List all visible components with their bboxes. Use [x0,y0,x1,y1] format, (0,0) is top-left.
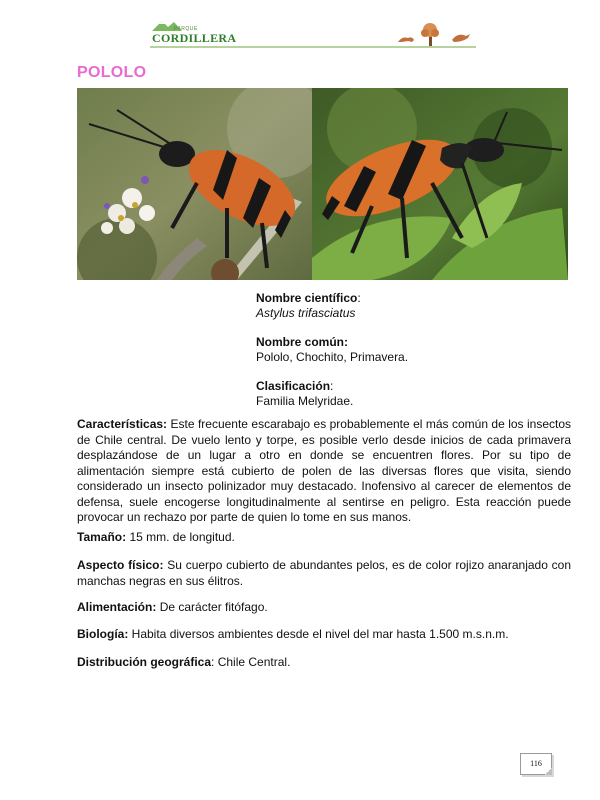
distribution-paragraph: Distribución geográfica: Chile Central. [77,655,291,669]
characteristics-label: Características: [77,417,168,431]
page-title: POLOLO [77,64,147,81]
appearance-paragraph [77,558,571,589]
feeding-text: De carácter fitófago. [159,600,268,614]
feeding-paragraph [77,600,571,616]
fauna-flora-icon [396,22,476,48]
page-number [520,753,552,775]
size-paragraph [77,530,571,546]
page-fold-icon [545,768,552,775]
scientific-name-label: Nombre científico [256,291,358,305]
distribution-label: Distribución geográfica [77,655,212,669]
biology-text: Habita diversos ambientes desde el nivel del mar hasta 1.500 m.s.n.m. [131,627,509,641]
scientific-name-value: Astylus trifasciatus [256,306,356,320]
beetle-on-flower-photo [77,88,312,280]
size-label: Tamaño: [77,530,127,544]
feeding-label: Alimentación: [77,600,157,614]
classification-label: Clasificación [256,379,331,393]
biology-paragraph [77,627,571,643]
size-text: 15 mm. de longitud. [129,530,235,544]
page-header [150,18,476,52]
classification-value: Familia Melyridae. [256,394,354,408]
taxonomy-info [256,291,556,423]
common-name-block [256,335,556,365]
logo-small-text: PARQUE [174,26,198,32]
biology-label: Biología: [77,627,129,641]
appearance-label: Aspecto físico: [77,558,164,572]
appearance-text: Su cuerpo cubierto de abundantes pelos, es de color rojizo anaranjado con manchas negras en sus élitros. [77,558,572,588]
page-number-text: 116 [530,759,542,768]
characteristics-text: Este frecuente escarabajo es probablemente el más común de los insectos de Chile central. De vuelo lento y torpe, es posible verlo desde inicios de cada primavera desplazándose de un lugar a otro en donde se encuentren flores. Por su tipo de alimentación siempre está cubierto de polen de las diversas flores que visita, siendo considerado un insecto polinizador muy destacado. Inofensivo al carecer de elementos de defensa, suele encogerse longitudinalmente al sentirse en peligro. Esta reacción puede provocar un rechazo por parte de quien lo tome en sus manos. [77,417,571,524]
common-name-label: Nombre común: [256,335,349,349]
distribution-text: Chile Central. [217,655,291,669]
classification-block: Clasificación: Familia Melyridae. [256,379,556,409]
scientific-name-block: Nombre científico: Astylus trifasciatus [256,291,556,321]
beetle-on-leaf-photo [312,88,568,280]
characteristics-paragraph [77,417,571,526]
common-name-value: Pololo, Chochito, Primavera. [256,350,409,364]
logo-name: CORDILLERA [152,31,237,45]
